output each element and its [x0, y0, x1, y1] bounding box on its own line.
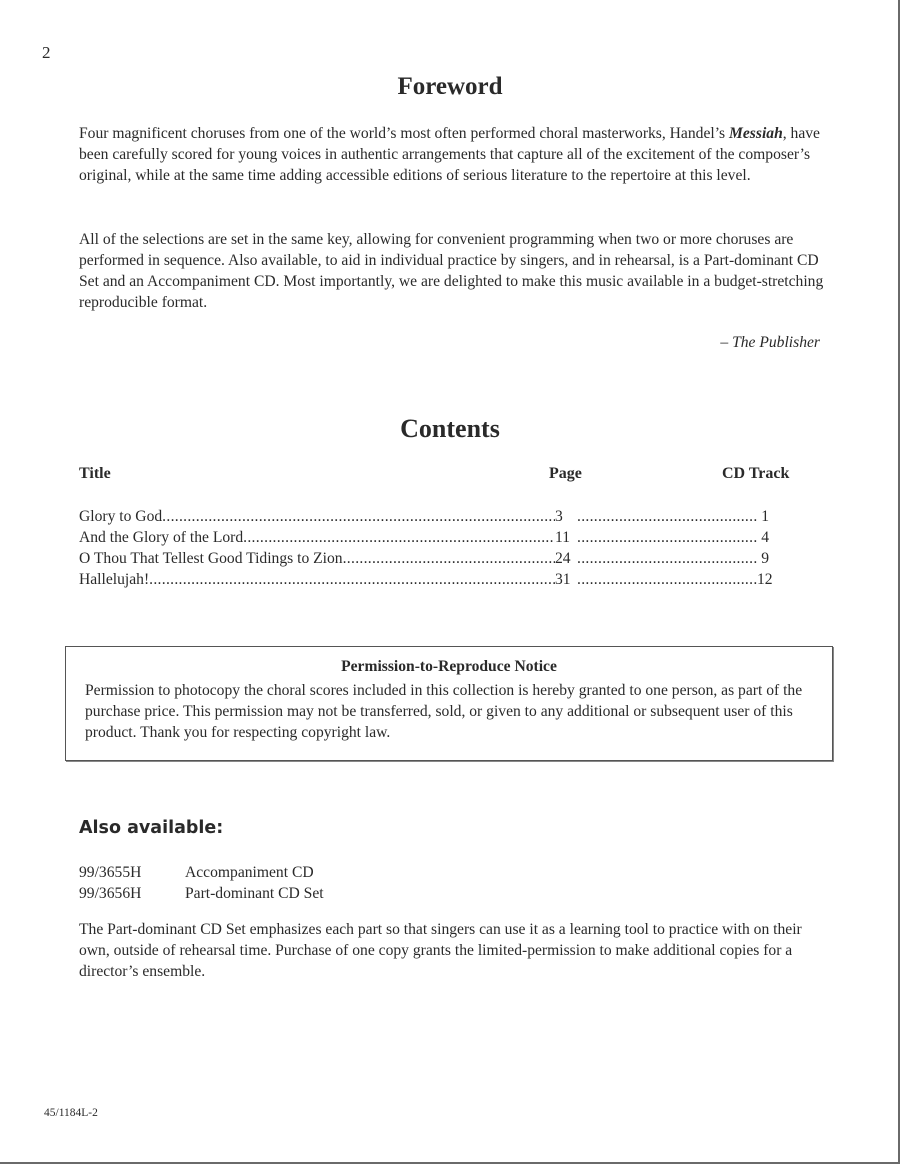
notice-title: Permission-to-Reproduce Notice [341, 658, 557, 675]
toc-entry[interactable] [79, 529, 769, 550]
toc-column-page: Page [549, 465, 582, 482]
also-available-description: The Part-dominant CD Set emphasizes each part so that singers can use it as a learning tool to practice with on their own, outside of rehearsal time. Purchase of one copy grants the limited-permission to make additional copies for a director’s ensemble. [79, 921, 802, 980]
toc-entry-track: 4 [761, 529, 769, 546]
foreword-paragraph-1-start: Four magnificent choruses from one of the world’s most often performed choral masterworks, Handel’s [79, 125, 730, 142]
toc-entry-track: 12 [757, 571, 773, 588]
toc-entry-title: And the Glory of the Lord [79, 529, 244, 546]
product-list [79, 864, 324, 906]
toc-entry[interactable] [79, 508, 769, 529]
toc-column-cd-track: CD Track [722, 465, 790, 482]
dot-leader [577, 571, 757, 589]
dot-leader [243, 529, 555, 547]
table-of-contents [79, 508, 773, 592]
toc-entry-page: 24 [555, 550, 571, 567]
toc-entry-title: O Thou That Tellest Good Tidings to Zion [79, 550, 343, 567]
product-name: Accompaniment CD [185, 864, 314, 881]
toc-entry-track: 1 [761, 508, 769, 525]
toc-column-title: Title [79, 465, 111, 482]
foreword-paragraph-2: All of the selections are set in the same key, allowing for convenient programming when two or more choruses are performed in sequence. Also available, to aid in individual practice by singers, and in rehearsal, is a Part-dominant CD Set and an Accompaniment CD. Most importantly, we are delighted to make this music available in a budget-stretching reproducible format. [79, 231, 824, 311]
contents-heading: Contents [400, 414, 500, 443]
permission-notice-box [65, 646, 833, 761]
foreword-paragraph-1-end: , have been carefully scored for young voices in authentic arrangements that capture all of the excitement of the composer’s original, while at the same time adding accessible editions of serious literature to the repertoire at this level. [79, 125, 820, 184]
dot-leader [343, 550, 555, 568]
dot-leader [162, 508, 555, 526]
toc-entry-page: 31 [555, 571, 571, 588]
publisher-signature: – The Publisher [720, 334, 820, 351]
messiah-title: Messiah [729, 125, 783, 142]
foreword-heading: Foreword [397, 73, 503, 100]
product-code: 99/3656H [79, 885, 142, 902]
toc-entry-track: 9 [761, 550, 769, 567]
product-name: Part-dominant CD Set [185, 885, 324, 902]
dot-leader [577, 529, 757, 547]
also-available-heading: Also available: [79, 818, 224, 838]
toc-entry[interactable] [79, 550, 769, 571]
toc-entry-title: Hallelujah! [79, 571, 150, 588]
toc-entry-page: 3 [555, 508, 563, 525]
toc-entry-title: Glory to God [79, 508, 163, 525]
page-number: 2 [42, 43, 51, 62]
product-item [79, 864, 324, 885]
foreword-paragraph-1 [79, 123, 829, 186]
dot-leader [577, 508, 757, 526]
dot-leader [577, 550, 757, 568]
dot-leader [149, 571, 555, 589]
product-code: 99/3655H [79, 864, 142, 881]
toc-entry[interactable] [79, 571, 773, 592]
toc-entry-page: 11 [555, 529, 571, 546]
notice-body: Permission to photocopy the choral scores included in this collection is hereby granted to one person, as part of the purchase price. This permission may not be transferred, sold, or given to any additional or subsequent user of this product. Thank you for respecting copyright law. [85, 682, 803, 741]
product-item [79, 885, 324, 906]
footer-code: 45/1184L-2 [44, 1107, 98, 1119]
